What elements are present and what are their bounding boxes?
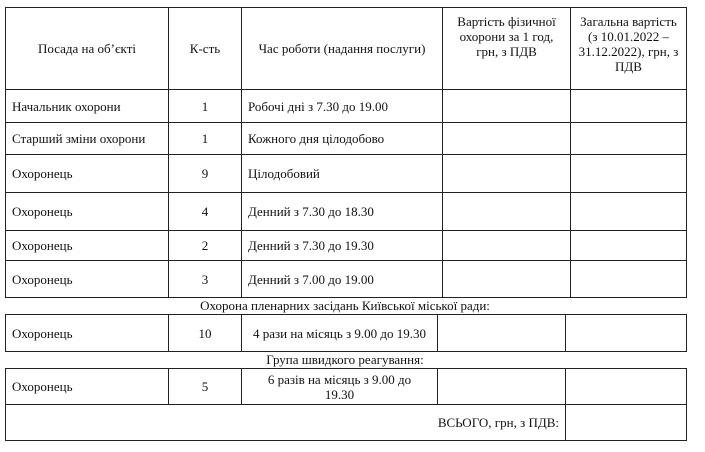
- count-cell: 1: [169, 90, 242, 123]
- total-cost-cell[interactable]: [566, 315, 687, 352]
- count-cell: 3: [169, 261, 242, 298]
- table-row: [6, 261, 687, 298]
- total-cost-cell[interactable]: [571, 123, 687, 155]
- count-cell: 4: [169, 193, 242, 231]
- position-cell: Охоронець: [6, 193, 169, 231]
- section-caption-rapid: Група швидкого реагування:: [266, 352, 424, 367]
- position-cell: Начальник охорони: [6, 90, 169, 123]
- total-label: ВСЬОГО, грн, з ПДВ:: [6, 405, 566, 441]
- table-row: [6, 315, 687, 352]
- hour-cost-cell[interactable]: [438, 315, 566, 352]
- total-cost-cell[interactable]: [571, 90, 687, 123]
- hours-cell: Робочі дні з 7.30 до 19.00: [242, 90, 443, 123]
- position-cell: Охоронець: [6, 231, 169, 261]
- total-cost-cell[interactable]: [571, 193, 687, 231]
- header-position: Посада на об’єкті: [6, 8, 169, 90]
- hours-cell: Денний з 7.30 до 19.30: [242, 231, 443, 261]
- position-cell: Охоронець: [6, 261, 169, 298]
- count-cell: 10: [169, 315, 242, 352]
- table-row: [6, 231, 687, 261]
- plenary-table: [5, 314, 687, 352]
- hour-cost-cell[interactable]: [443, 90, 571, 123]
- count-cell: 5: [169, 369, 242, 405]
- total-cost-cell[interactable]: [566, 369, 687, 405]
- hour-cost-cell[interactable]: [438, 369, 566, 405]
- header-hour-cost: Вартість фізичної охорони за 1 год, грн, з ПДВ: [443, 8, 571, 90]
- position-cell: Охоронець: [6, 315, 169, 352]
- rapid-table: [5, 368, 687, 441]
- table-row: [6, 90, 687, 123]
- hour-cost-cell[interactable]: [443, 231, 571, 261]
- total-cost-cell[interactable]: [571, 155, 687, 193]
- table-row: [6, 155, 687, 193]
- header-row: [6, 8, 687, 90]
- hours-cell: 4 рази на місяць з 9.00 до 19.30: [242, 315, 438, 352]
- count-cell: 1: [169, 123, 242, 155]
- hours-cell: Денний з 7.30 до 18.30: [242, 193, 443, 231]
- count-cell: 2: [169, 231, 242, 261]
- hour-cost-cell[interactable]: [443, 193, 571, 231]
- hour-cost-cell[interactable]: [443, 261, 571, 298]
- hours-cell: Цілодобовий: [242, 155, 443, 193]
- position-cell: Охоронець: [6, 369, 169, 405]
- table-row: [6, 369, 687, 405]
- total-row: [6, 405, 687, 441]
- hour-cost-cell[interactable]: [443, 155, 571, 193]
- table-row: [6, 123, 687, 155]
- hour-cost-cell[interactable]: [443, 123, 571, 155]
- hours-cell: 6 разів на місяць з 9.00 до 19.30: [242, 369, 438, 405]
- hours-cell: Денний з 7.00 до 19.00: [242, 261, 443, 298]
- position-cell: Охоронець: [6, 155, 169, 193]
- total-cost-cell[interactable]: [571, 261, 687, 298]
- hours-cell: Кожного дня цілодобово: [242, 123, 443, 155]
- total-cost-cell[interactable]: [571, 231, 687, 261]
- position-cell: Старший зміни охорони: [6, 123, 169, 155]
- header-total-cost: Загальна вартість (з 10.01.2022 – 31.12.2022), грн, з ПДВ: [571, 8, 687, 90]
- header-count: К-сть: [169, 8, 242, 90]
- table-row: [6, 193, 687, 231]
- grand-total-cell[interactable]: [566, 405, 687, 441]
- section-caption-plenary: Охорона пленарних засідань Київської міської ради:: [200, 298, 490, 313]
- count-cell: 9: [169, 155, 242, 193]
- main-table: [5, 7, 687, 298]
- header-hours: Час роботи (надання послуги): [242, 8, 443, 90]
